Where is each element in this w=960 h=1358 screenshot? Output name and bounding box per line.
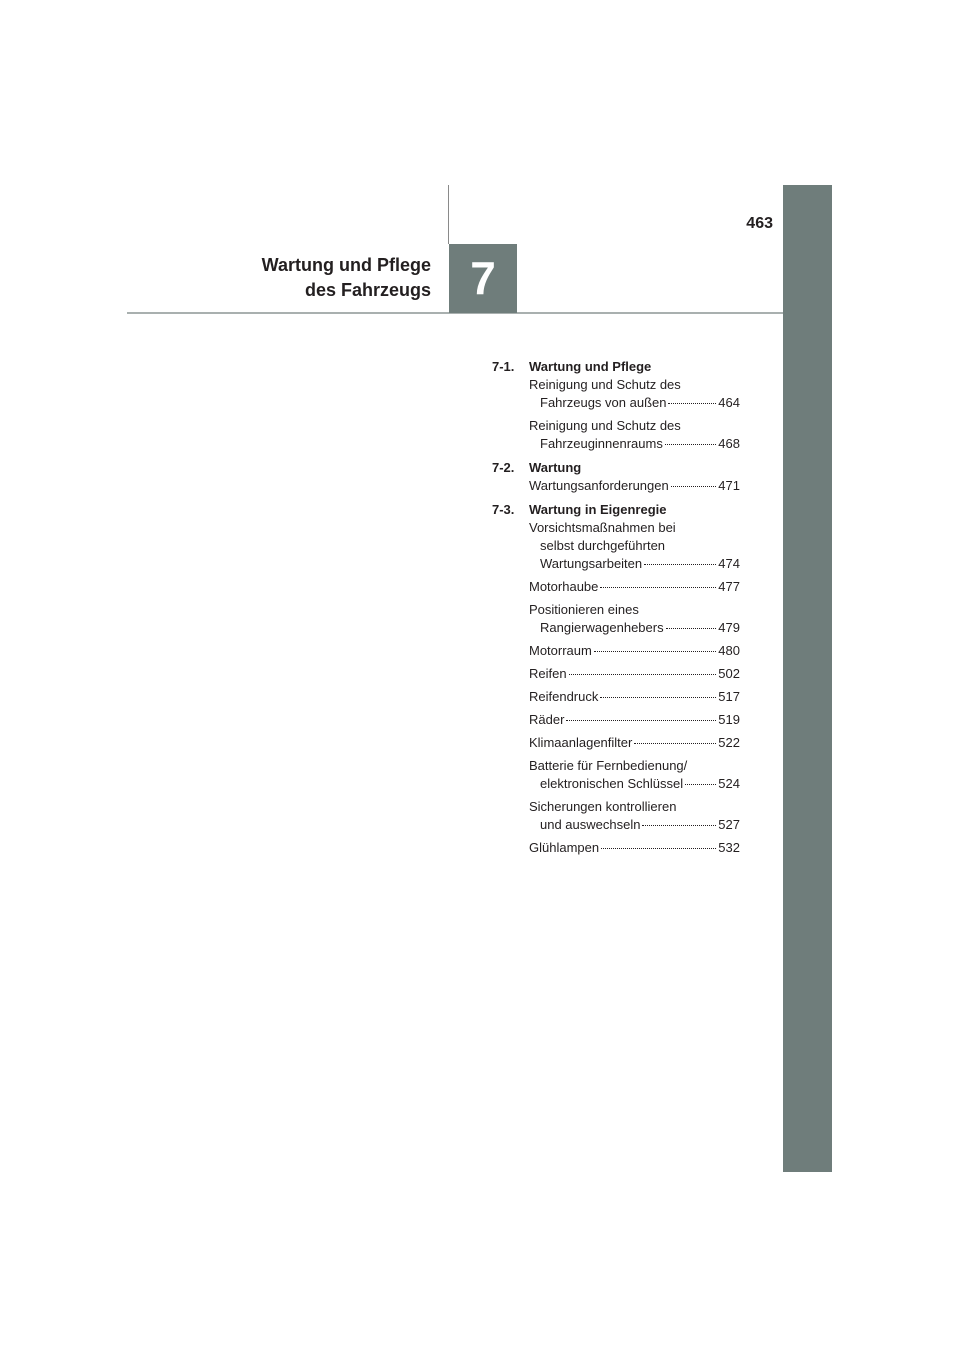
chapter-title <box>200 253 431 303</box>
chapter-title-line2: des Fahrzeugs <box>304 280 431 300</box>
toc-section-title: Wartung <box>529 460 582 475</box>
toc-entry[interactable] <box>529 376 740 412</box>
toc-entry[interactable] <box>529 578 740 596</box>
toc-entry-line: Reinigung und Schutz des <box>529 418 681 433</box>
toc-entry-title: Glühlampen <box>529 840 600 855</box>
leader-dots <box>600 697 716 698</box>
leader-dots <box>642 825 716 826</box>
leader-dots <box>634 743 716 744</box>
toc-entry-page: 474 <box>718 556 740 571</box>
toc-entry-line: selbst durchgeführten <box>540 538 666 553</box>
table-of-contents <box>492 355 740 862</box>
toc-entry-line: Vorsichtsmaßnahmen bei <box>529 520 676 535</box>
toc-entry-page: 519 <box>718 712 740 727</box>
toc-entry[interactable] <box>529 798 740 834</box>
toc-entry-title: Reifendruck <box>529 689 599 704</box>
toc-entry[interactable] <box>529 734 740 752</box>
leader-dots <box>601 848 716 849</box>
header-vertical-rule <box>448 185 449 244</box>
toc-entry-title: Klimaanlagenfilter <box>529 735 633 750</box>
toc-entry-page: 532 <box>718 840 740 855</box>
chapter-number-box <box>449 244 517 313</box>
toc-entry-title: und auswechseln <box>540 817 641 832</box>
toc-entry-line: Reinigung und Schutz des <box>529 377 681 392</box>
toc-entry-title: Wartungsarbeiten <box>540 556 643 571</box>
leader-dots <box>685 784 716 785</box>
toc-entry[interactable] <box>529 757 740 793</box>
toc-entry-page: 477 <box>718 579 740 594</box>
toc-entry-title: Reifen <box>529 666 567 681</box>
leader-dots <box>644 564 716 565</box>
leader-dots <box>666 628 717 629</box>
toc-entry[interactable] <box>529 711 740 729</box>
toc-section-number: 7-1. <box>492 359 515 374</box>
toc-entry-title: Räder <box>529 712 565 727</box>
toc-entry-page: 527 <box>718 817 740 832</box>
toc-section[interactable] <box>492 500 740 519</box>
toc-entry-line: Positionieren eines <box>529 602 639 617</box>
toc-entry[interactable] <box>529 839 740 857</box>
toc-entry[interactable] <box>529 519 740 573</box>
toc-entry-page: 524 <box>718 776 740 791</box>
toc-entry-page: 479 <box>718 620 740 635</box>
toc-entry-page: 464 <box>718 395 740 410</box>
toc-section-title: Wartung und Pflege <box>529 359 652 374</box>
leader-dots <box>671 486 717 487</box>
chapter-number: 7 <box>470 252 496 304</box>
chapter-side-tab <box>783 185 832 1172</box>
leader-dots <box>600 587 716 588</box>
page-number: 463 <box>746 215 773 232</box>
toc-entry-title: Motorraum <box>529 643 592 658</box>
toc-entry-title: Motorhaube <box>529 579 599 594</box>
toc-entry[interactable] <box>529 601 740 637</box>
toc-entry-page: 471 <box>718 478 740 493</box>
leader-dots <box>566 720 716 721</box>
toc-entry-page: 517 <box>718 689 740 704</box>
toc-entry-title: Rangierwagenhebers <box>540 620 664 635</box>
toc-section-title: Wartung in Eigenregie <box>529 502 667 517</box>
toc-entry[interactable] <box>529 642 740 660</box>
toc-section[interactable] <box>492 458 740 477</box>
toc-entry-title: Fahrzeuginnenraums <box>540 436 663 451</box>
toc-entry[interactable] <box>529 688 740 706</box>
toc-entry-title: Fahrzeugs von außen <box>540 395 667 410</box>
leader-dots <box>665 444 716 445</box>
toc-entry-page: 522 <box>718 735 740 750</box>
leader-dots <box>594 651 716 652</box>
leader-dots <box>668 403 716 404</box>
toc-entry-line: Batterie für Fernbedienung/ <box>529 758 688 773</box>
toc-entry-line: Sicherungen kontrollieren <box>529 799 677 814</box>
toc-section-number: 7-2. <box>492 460 515 475</box>
toc-entry-page: 468 <box>718 436 740 451</box>
toc-entry[interactable] <box>529 417 740 453</box>
toc-entry-page: 502 <box>718 666 740 681</box>
toc-entry-page: 480 <box>718 643 740 658</box>
toc-section[interactable] <box>492 357 740 376</box>
toc-entry-title: Wartungsanforderungen <box>529 478 669 493</box>
toc-entry-title: elektronischen Schlüssel <box>540 776 684 791</box>
toc-entry[interactable] <box>529 665 740 683</box>
leader-dots <box>569 674 717 675</box>
chapter-title-line1: Wartung und Pflege <box>261 255 431 275</box>
toc-entry[interactable] <box>529 477 740 495</box>
toc-section-number: 7-3. <box>492 502 515 517</box>
